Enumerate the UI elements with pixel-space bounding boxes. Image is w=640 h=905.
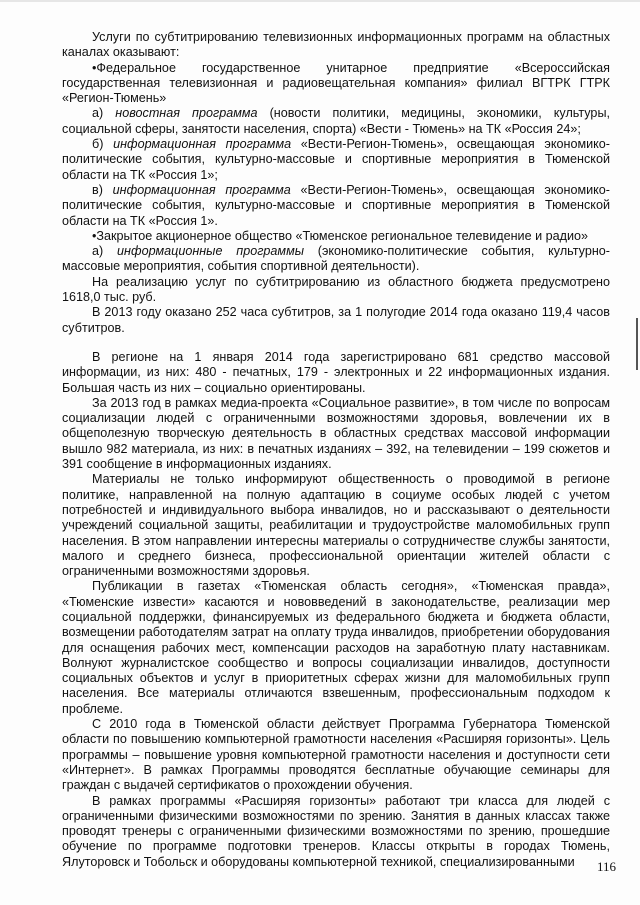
paragraph: В регионе на 1 января 2014 года зарегистрировано 681 средство массовой информации, из них: 480 - печатных, 179 - электронных и 22 информационных издания. Большая часть из них – социально ориентированы. [62, 349, 610, 395]
paragraph: Услуги по субтитрированию телевизионных информационных программ на областных каналах оказывают: [62, 30, 610, 60]
scan-top-edge [0, 0, 640, 2]
paragraph: •Федеральное государственное унитарное предприятие «Всероссийская государственная телевизионная и радиовещательная компания» филиал ВГТРК ГТРК «Регион-Тюмень» [62, 60, 610, 106]
paragraph: На реализацию услуг по субтитрированию из областного бюджета предусмотрено 1618,0 тыс. руб. [62, 274, 610, 305]
page-number: 116 [596, 859, 616, 874]
paragraph: Материалы не только информируют общественность о проводимой в регионе политике, направленной на полную адаптацию в социуме особых людей с учетом потребностей и индивидуального выбора инвалидов, но и рассказывают о деятельности учреждений социальной защиты, реабилитации и трудоустройстве маломобильных групп населения. В этом направлении интересны материалы о сотрудничестве службы занятости, малого и среднего бизнеса, профессиональной ориентации жителей области с ограниченными возможностями здоровья. [62, 472, 610, 579]
paragraph: в) информационная программа «Вести-Регион-Тюмень», освещающая экономико-политические события, культурно-массовые и спортивные мероприятия в Тюменской области на ТК «Россия 1». [62, 182, 610, 228]
paragraph-gap [62, 336, 610, 350]
paragraph: В 2013 году оказано 252 часа субтитров, за 1 полугодие 2014 года оказано 119,4 часов субтитров. [62, 305, 610, 335]
paragraph: •Закрытое акционерное общество «Тюменское региональное телевидение и радио» [92, 228, 589, 243]
scan-artifact-mark [636, 318, 638, 370]
paragraph: б) информационная программа «Вести-Регион-Тюмень», освещающая экономико-политические события, культурно-массовые и спортивные мероприятия в Тюменской области на ТК «Россия 1»; [62, 137, 610, 182]
paragraph: а) новостная программа (новости политики, медицины, экономики, культуры, социальной сферы, занятости населения, спорта) «Вести - Тюмень» на ТК «Россия 24»; [62, 106, 610, 136]
paragraph: В рамках программы «Расширяя горизонты» работают три класса для людей с ограниченными физическими возможностями по зрению. Занятия в данных классах также проводят тренеры с ограниченными физическими возможностями по зрению, прошедшие обучение по программе подготовки тренеров. Классы открыты в городах Тюмень, Ялуторовск и Тобольск и оборудованы компьютерной техникой, специализированными [62, 793, 610, 869]
paragraph: За 2013 год в рамках медиа-проекта «Социальное развитие», в том числе по вопросам социализации людей с ограниченными возможностями здоровья, вовлечении их в общеполезную творческую деятельность в областных средствах массовой информации вышло 982 материала, из них: в печатных изданиях – 392, на телевидении – 199 сюжетов и 391 сообщение в информационных изданиях. [62, 395, 610, 472]
paragraph: а) информационные программы (экономико-политические события, культурно-массовые мероприятия, события спортивной деятельности). [62, 244, 610, 274]
body-text [62, 30, 610, 870]
paragraph: Публикации в газетах «Тюменская область сегодня», «Тюменская правда», «Тюменские извести» касаются и нововведений в законодательстве, реализации мер социальной поддержки, финансируемых из федерального бюджета и бюджета области, возмещении работодателям затрат на оплату труда инвалидов, приобретении оборудования для оснащения рабочих мест, компенсации расходов на заработную плату наставникам. Волнуют журналистское сообщество и вопросы социализации инвалидов, доступности социальных объектов и услуг в приоритетных сферах жизни для маломобильных групп населения. Все материалы отличаются взвешенным, профессиональным подходом к проблеме. [62, 579, 610, 716]
paragraph: С 2010 года в Тюменской области действует Программа Губернатора Тюменской области по повышению компьютерной грамотности населения «Расширяя горизонты». Цель программы – повышение уровня компьютерной грамотности населения и доступности сети «Интернет». В рамках Программы проводятся бесплатные обучающие семинары для граждан с выдачей сертификатов о прохождении обучения. [62, 717, 610, 793]
